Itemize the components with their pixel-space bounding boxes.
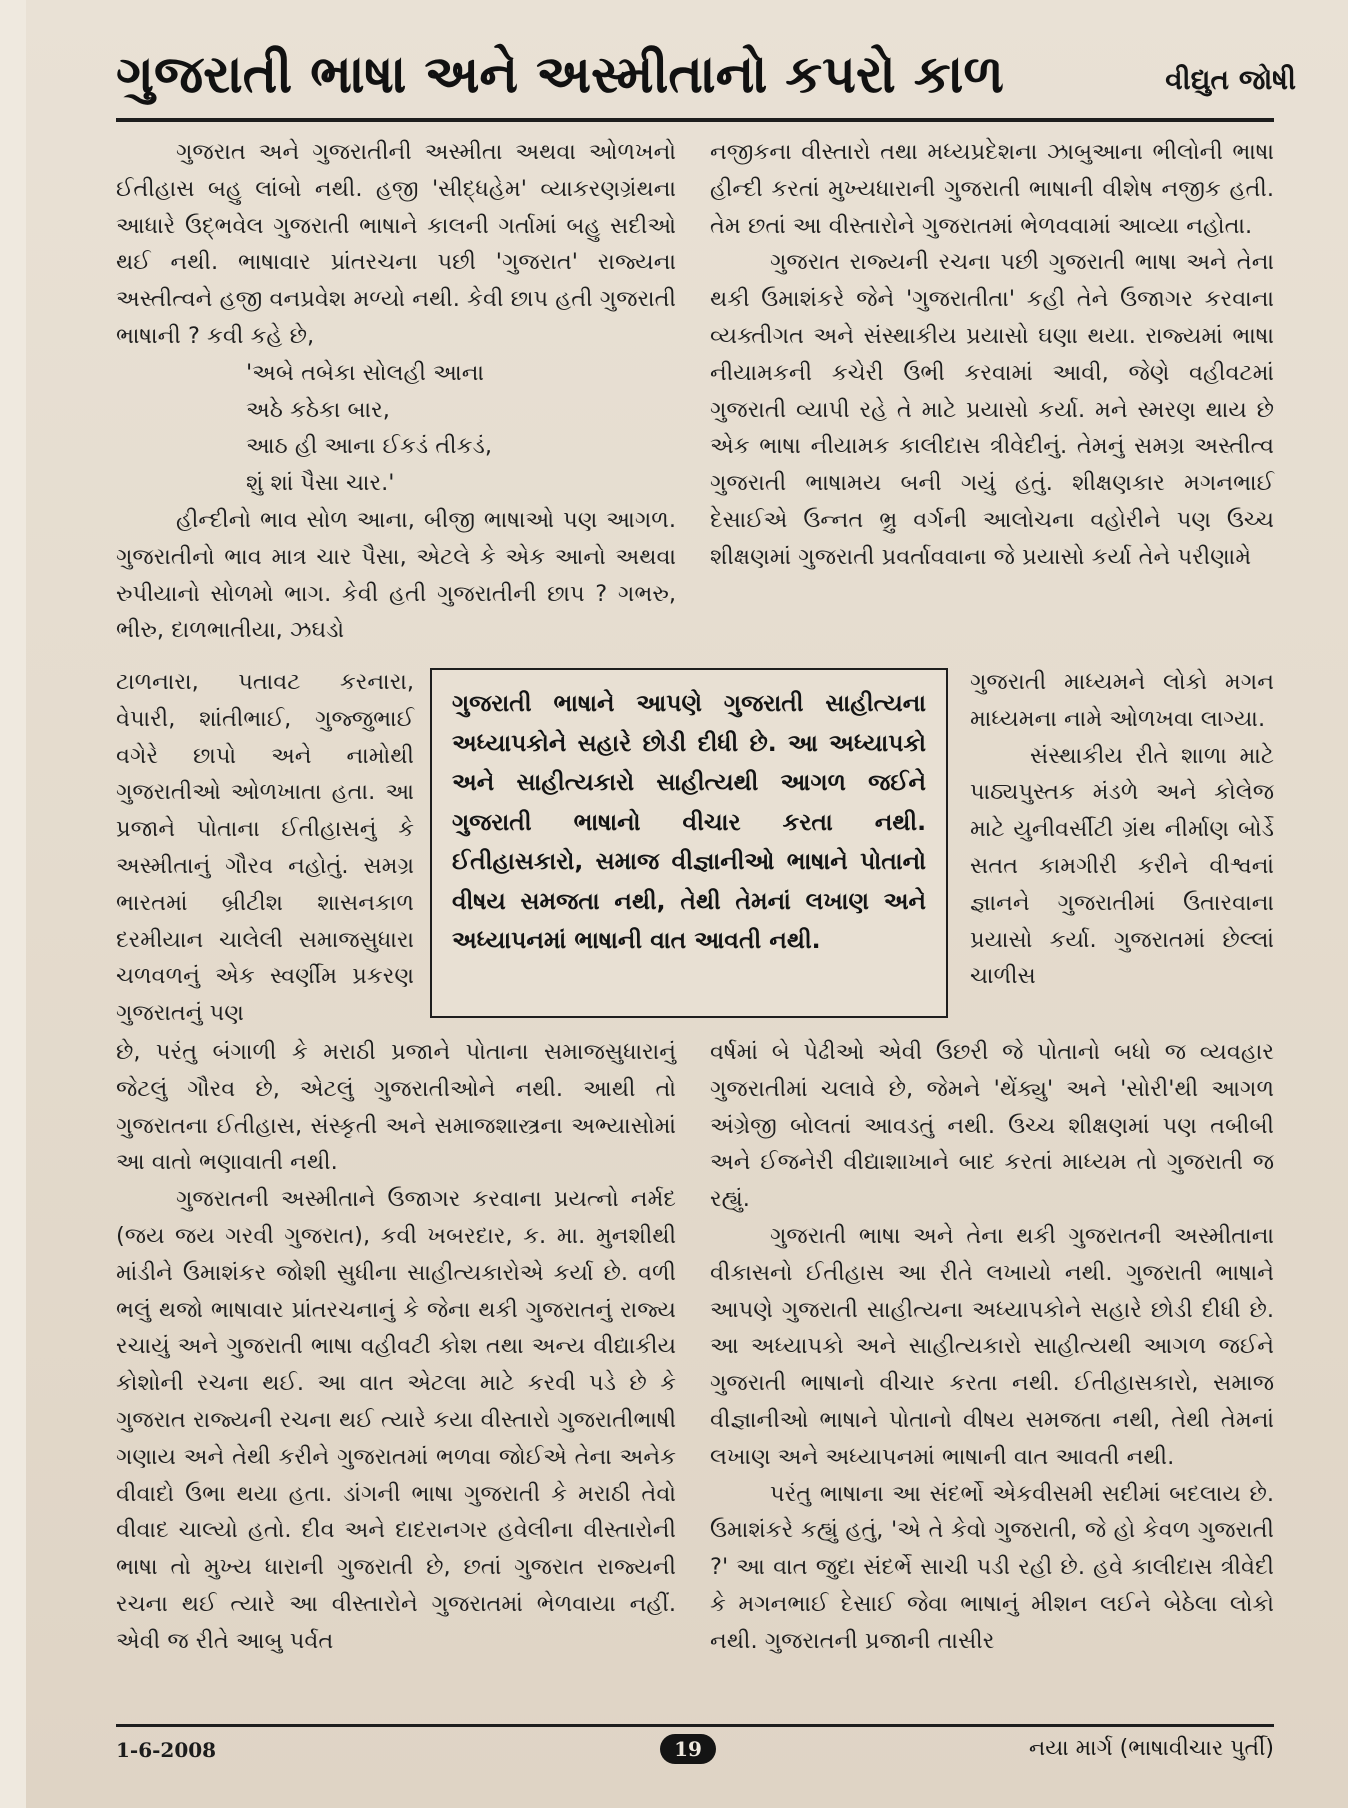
paragraph: પરંતુ ભાષાના આ સંદર્ભો એકવીસમી સદીમાં બદલાય છે. ઉમાશંકરે કહ્યું હતું, 'એ તે કેવો ગુજરાતી, જે હો કેવળ ગુજરાતી ?' આ વાત જુદા સંદર્ભે સાચી પડી રહી છે. હવે કાલીદાસ ત્રીવેદી કે મગનભાઈ દેસાઈ જેવા ભાષાનું મીશન લઈને બેઠેલા લોકો નથી. ગુજરાતની પ્રજાની તાસીર	[710, 1480, 1274, 1654]
pull-quote: ગુજરાતી ભાષાને આપણે ગુજરાતી સાહીત્યના અધ્યાપકોને સહારે છોડી દીધી છે. આ અધ્યાપકો અને સાહીત્યકારો સાહીત્યથી આગળ જઈને ગુજરાતી ભાષાનો વીચાર કરતા નથી. ઈતીહાસકારો, સમાજ વીજ્ઞાનીઓ ભાષાને પોતાનો વીષય સમજતા નથી, તેથી તેમનાં લખાણ અને અધ્યાપનમાં ભાષાની વાત આવતી નથી.	[430, 668, 948, 1018]
paragraph: ગુજરાતની અસ્મીતાને ઉજાગર કરવાના પ્રયત્નો નર્મદ (જય જય ગરવી ગુજરાત), કવી ખબરદાર, ક. મા. મુનશીથી માંડીને ઉમાશંકર જોશી સુધીના સાહીત્યકારોએ કર્યા છે. વળી ભલું થજો ભાષાવાર પ્રાંતરચનાનું કે જેના થકી ગુજરાતનું રાજ્ય રચાયું અને ગુજરાતી ભાષા વહીવટી કોશ તથા અન્ય વીદ્યાકીય કોશોની રચના થઈ. આ વાત એટલા માટે કરવી પડે છે કે ગુજરાત રાજ્યની રચના થઈ ત્યારે કયા વીસ્તારો ગુજરાતીભાષી ગણાય અને તેથી કરીને ગુજરાતમાં ભળવા જોઈએ તેના અનેક વીવાદો ઉભા થયા હતા. ડાંગની ભાષા ગુજરાતી કે મરાઠી તેવો વીવાદ ચાલ્યો હતો. દીવ અને દાદરાનગર હવેલીના વીસ્તારોની ભાષા તો મુખ્ય ધારાની ગુજરાતી છે, છતાં ગુજરાત રાજ્યની રચના થઈ ત્યારે આ વીસ્તારોને ગુજરાતમાં ભેળવાયા નહીં. એવી જ રીતે આબુ પર્વત	[116, 1186, 676, 1654]
author-name: વીદ્યુત જોષી	[1165, 63, 1296, 96]
issue-date: 1-6-2008	[116, 1738, 217, 1762]
column-left-top	[116, 134, 676, 649]
poem-line: આઠ હી આના ઈકડં તીકડં,	[246, 433, 493, 460]
paragraph: વર્ષમાં બે પેઢીઓ એવી ઉછરી જે પોતાનો બધો જ વ્યવહાર ગુજરાતીમાં ચલાવે છે, જેમને 'થેંક્યુ' અને 'સોરી'થી આગળ અંગ્રેજી બોલતાં આવડતું નથી. ઉચ્ચ શીક્ષણમાં પણ તબીબી અને ઈજનેરી વીદ્યાશાખાને બાદ કરતાં માધ્યમ તો ગુજરાતી જ રહ્યું.	[710, 1039, 1274, 1213]
top-rule	[116, 118, 1274, 122]
paragraph: નજીકના વીસ્તારો તથા મધ્યપ્રદેશના ઝાબુઆના ભીલોની ભાષા હીન્દી કરતાં મુખ્યધારાની ગુજરાતી ભાષાની વીશેષ નજીક હતી. તેમ છતાં આ વીસ્તારોને ગુજરાતમાં ભેળવવામાં આવ્યા નહોતા.	[710, 139, 1274, 239]
column-right-narrow	[970, 664, 1274, 995]
poem	[116, 355, 676, 502]
poem-line: અઠે કઠેકા બાર,	[246, 396, 390, 423]
page-number: 19	[660, 1734, 716, 1764]
paragraph: સંસ્થાકીય રીતે શાળા માટે પાઠ્યપુસ્તક મંડળે અને કોલેજ માટે યુનીવર્સીટી ગ્રંથ નીર્માણ બોર્ડે સતત કામગીરી કરીને વીશ્વનાં જ્ઞાનને ગુજરાતીમાં ઉતારવાના પ્રયાસો કર્યા. ગુજરાતમાં છેલ્લાં ચાળીસ	[970, 742, 1274, 990]
column-right-top	[710, 134, 1274, 576]
column-right-bottom	[710, 1034, 1274, 1660]
poem-line: શું શાં પૈસા ચાર.'	[246, 470, 395, 497]
paragraph: ગુજરાતી ભાષા અને તેના થકી ગુજરાતની અસ્મીતાના વીકાસનો ઈતીહાસ આ રીતે લખાયો નથી. ગુજરાતી ભાષાને આપણે ગુજરાતી સાહીત્યના અધ્યાપકોને સહારે છોડી દીધી છે. આ અધ્યાપકો અને સાહીત્યકારો સાહીત્યથી આગળ જઈને ગુજરાતી ભાષાનો વીચાર કરતા નથી. ઈતીહાસકારો, સમાજ વીજ્ઞાનીઓ ભાષાને પોતાનો વીષય સમજતા નથી, તેથી તેમનાં લખાણ અને અધ્યાપનમાં ભાષાની વાત આવતી નથી.	[710, 1222, 1274, 1470]
poem-line: 'અબે તબેકા સોલહી આના	[246, 359, 485, 386]
publication-title: નયા માર્ગ (ભાષાવીચાર પુર્તી)	[1028, 1736, 1274, 1761]
paragraph: છે, પરંતુ બંગાળી કે મરાઠી પ્રજાને પોતાના સમાજસુધારાનું જેટલું ગૌરવ છે, એટલું ગુજરાતીઓને નથી. આથી તો ગુજરાતના ઈતીહાસ, સંસ્કૃતી અને સમાજશાસ્ત્રના અભ્યાસોમાં આ વાતો ભણાવાતી નથી.	[116, 1039, 676, 1176]
paragraph: ગુજરાત રાજ્યની રચના પછી ગુજરાતી ભાષા અને તેના થકી ઉમાશંકરે જેને 'ગુજરાતીતા' કહી તેને ઉજાગર કરવાના વ્યક્તીગત અને સંસ્થાકીય પ્રયાસો ઘણા થયા. રાજ્યમાં ભાષા નીયામકની કચેરી ઉભી કરવામાં આવી, જેણે વહીવટમાં ગુજરાતી વ્યાપી રહે તે માટે પ્રયાસો કર્યા. મને સ્મરણ થાય છે એક ભાષા નીયામક કાલીદાસ ત્રીવેદીનું. તેમનું સમગ્ર અસ્તીત્વ ગુજરાતી ભાષામય બની ગયું હતું. શીક્ષણકાર મગનભાઈ દેસાઈએ ઉન્નત ભ્રુ વર્ગની આલોચના વહોરીને પણ ઉચ્ચ શીક્ષણમાં ગુજરાતી પ્રવર્તાવવાના જે પ્રયાસો કર્યા તેને પરીણામે	[710, 249, 1274, 570]
paragraph: ટાળનારા, પતાવટ કરનારા, વેપારી, શાંતીભાઈ, ગુજ્જુભાઈ વગેરે છાપો અને નામોથી ગુજરાતીઓ ઓળખાતા હતા. આ પ્રજાને પોતાના ઈતીહાસનું કે અસ્મીતાનું ગૌરવ નહોતું. સમગ્ર ભારતમાં બ્રીટીશ શાસનકાળ દરમીયાન ચાલેલી સમાજસુધારા ચળવળનું એક સ્વર્ણીમ પ્રકરણ ગુજરાતનું પણ	[116, 669, 414, 1027]
bottom-rule	[116, 1724, 1274, 1727]
paragraph: હીન્દીનો ભાવ સોળ આના, બીજી ભાષાઓ પણ આગળ. ગુજરાતીનો ભાવ માત્ર ચાર પૈસા, એટલે કે એક આનો અથવા રુપીયાનો સોળમો ભાગ. કેવી હતી ગુજરાતીની છાપ ? ગભરુ, ભીરુ, દાળભાતીયા, ઝઘડો	[116, 506, 676, 644]
column-left-bottom	[116, 1034, 676, 1660]
paragraph: ગુજરાત અને ગુજરાતીની અસ્મીતા અથવા ઓળખનો ઈતીહાસ બહુ લાંબો નથી. હજી 'સીદ્ધહેમ' વ્યાકરણગ્રંથના આધારે ઉદ્ભવેલ ગુજરાતી ભાષાને કાલની ગર્તામાં બહુ સદીઓ થઈ નથી. ભાષાવાર પ્રાંતરચના પછી 'ગુજરાત' રાજ્યના અસ્તીત્વને હજી વનપ્રવેશ મળ્યો નથી. કેવી છાપ હતી ગુજરાતી ભાષાની ? કવી કહે છે,	[116, 139, 676, 349]
column-left-narrow	[116, 664, 414, 1032]
article-title: ગુજરાતી ભાષા અને અસ્મીતાનો કપરો કાળ	[116, 45, 1004, 105]
paragraph: ગુજરાતી માધ્યમને લોકો મગન માધ્યમના નામે ઓળખવા લાગ્યા.	[970, 669, 1274, 732]
